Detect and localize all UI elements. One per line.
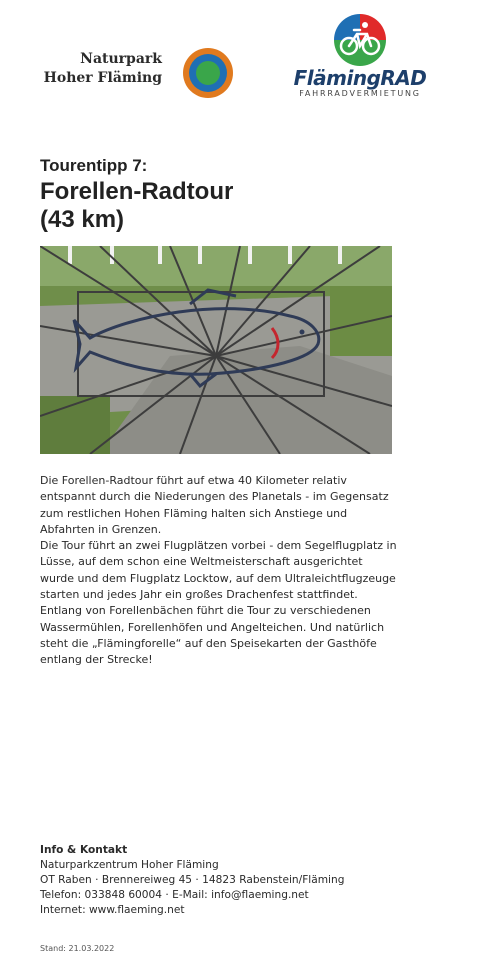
contact-line-3: Telefon: 033848 60004 · E-Mail: info@flaeming.net: [40, 889, 309, 901]
stand-date: Stand: 21.03.2022: [40, 944, 115, 953]
flaemingrad-title: FlämingRAD: [293, 66, 427, 90]
description-paragraph-1: Die Forellen-Radtour führt auf etwa 40 Kilometer relativ entspannt durch die Niederungen des Planetals - im Gegensatz zum restlichen Hohen Fläming halten sich Anstiege und Abfahrten in Grenzen.: [40, 474, 389, 536]
contact-line-2: OT Raben · Brennereiweg 45 · 14823 Rabenstein/Fläming: [40, 874, 345, 886]
tour-title: [40, 178, 233, 234]
contact-block: [40, 843, 440, 918]
contact-line-4: Internet: www.flaeming.net: [40, 904, 185, 916]
flaemingrad-subtitle: FAHRRADVERMIETUNG: [299, 89, 421, 98]
tour-title-line1: Forellen-Radtour: [40, 178, 234, 205]
fish-gate-photo: [40, 246, 392, 454]
tour-description: [40, 473, 400, 669]
naturpark-name-line1: Naturpark: [80, 51, 162, 67]
tour-title-line2: (43 km): [40, 206, 125, 233]
naturpark-name: [38, 50, 162, 88]
bicycle-logo-icon: [332, 12, 388, 68]
tour-kicker: Tourentipp 7:: [40, 156, 148, 175]
contact-line-1: Naturparkzentrum Hoher Fläming: [40, 859, 219, 871]
description-paragraph-2: Die Tour führt an zwei Flugplätzen vorbei - dem Segelflugplatz in Lüsse, auf dem schon eine Weltmeisterschaft ausgerichtet wurde und dem Flugplatz Locktow, auf dem Ultraleichtflugzeuge starten und jedes Jahr ein großes Drachenfest stattfindet. Entlang von Forellenbächen führt die Tour zu verschiedenen Wassermühlen, Forellenhöfen und Angelteichen. Und natürlich steht die „Flämingforelle“ auf den Speisekarten der Gasthöfe entlang der Strecke!: [40, 539, 397, 667]
naturpark-name-line2: Hoher Fläming: [43, 70, 162, 86]
contact-heading: Info & Kontakt: [40, 844, 128, 856]
naturpark-logo-icon: [182, 47, 234, 99]
